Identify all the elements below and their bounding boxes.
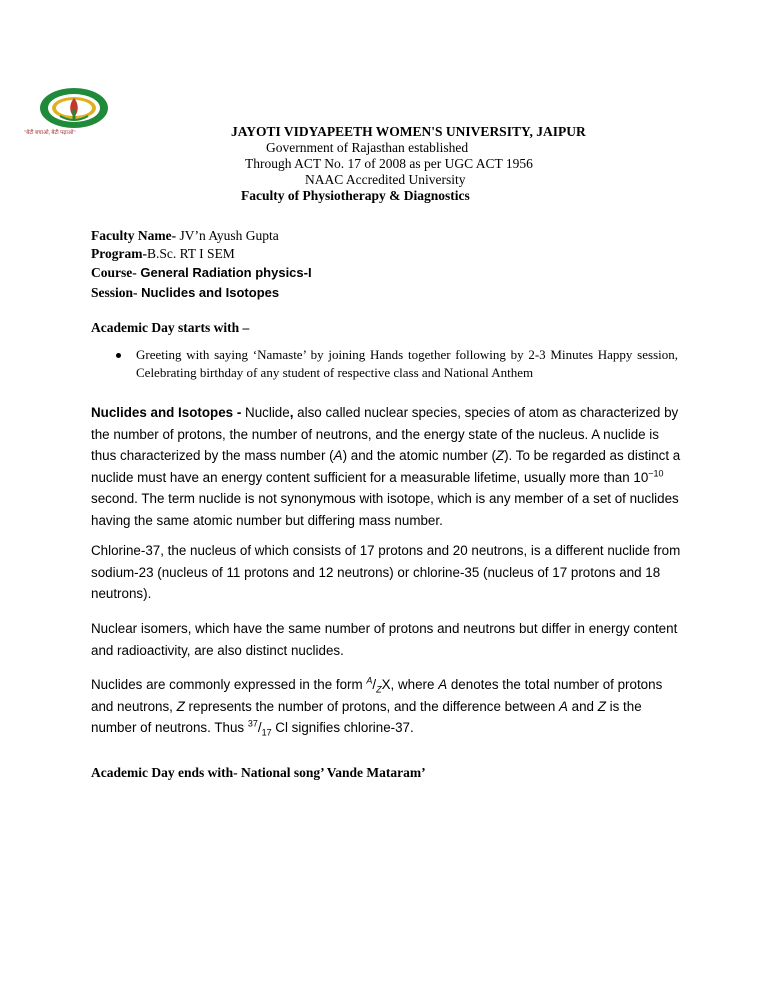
paragraph-chlorine-example: Chlorine-37, the nucleus of which consists of 17 protons and 20 neutrons, is a different nuclide from sodium-23 (nucleus of 11 protons and 12 neutrons) or chlorine-35 (nucleus of 17 protons and 18 neutrons). [91, 543, 681, 601]
text-run: also called nuclear species, species of atom as characterized by the number of protons, the number of neutrons, and the energy state of the nucleus. A nuclide is thus characterized by the mass number ( [91, 405, 679, 463]
symbol-z: Z [597, 698, 606, 714]
faculty-name-row [91, 227, 279, 244]
university-logo [38, 86, 110, 130]
faculty-name-label: Faculty Name- [91, 228, 177, 243]
logo-tagline: "बेटी बचाओ, बेटी पढ़ाओ" [24, 130, 76, 136]
text-run: ). To be regarded as distinct a nuclide must have an energy content sufficient for a measurable lifetime, usually more than 10 [91, 448, 681, 485]
text-run: ) and the atomic number ( [342, 448, 496, 463]
program-row [91, 245, 235, 262]
paragraph-nuclides-definition [91, 402, 681, 531]
faculty-department: Faculty of Physiotherapy & Diagnostics [241, 188, 470, 203]
logo-emblem-icon [38, 86, 110, 130]
text-run: and [567, 698, 598, 714]
session-value: Nuclides and Isotopes [137, 285, 280, 300]
text-run: denotes the total number of protons and neutrons, [91, 677, 663, 714]
text-run: , [289, 405, 294, 420]
text-run: second. The term nuclide is not synonymous with isotope, which is any member of a set of nuclides having the same atomic number but differing mass number. [91, 491, 679, 528]
bullet-icon [116, 353, 121, 358]
exponent: −10 [648, 468, 664, 479]
course-value: General Radiation physics-I [136, 265, 312, 280]
bullet-item: Greeting with saying ‘Namaste’ by joining Hands together following by 2-3 Minutes Happy session, Celebrating birthday of any student of respective class and National Anthem [136, 347, 678, 380]
paragraph-notation [91, 674, 681, 739]
academic-day-end-heading: Academic Day ends with- National song’ Vande Mataram’ [91, 765, 426, 780]
symbol-z: Z [495, 448, 505, 463]
university-name: JAYOTI VIDYAPEETH WOMEN'S UNIVERSITY, JAIPUR [231, 124, 586, 139]
text-run: / [257, 720, 262, 735]
text-run: represents the number of protons, and the difference between [184, 698, 559, 714]
symbol-z: Z [176, 698, 185, 714]
text-run: Nuclides are commonly expressed in the form [91, 677, 367, 692]
text-run: Nuclide [245, 405, 290, 420]
act-line: Through ACT No. 17 of 2008 as per UGC ACT 1956 [245, 156, 533, 171]
session-row [91, 284, 279, 301]
academic-day-start-heading: Academic Day starts with – [91, 320, 250, 335]
government-line: Government of Rajasthan established [266, 140, 469, 155]
text-run: X, where [381, 677, 439, 692]
section-heading: Nuclides and Isotopes - [91, 405, 246, 420]
text-run: is the number of neutrons. Thus [91, 698, 642, 735]
naac-line: NAAC Accredited University [305, 172, 466, 187]
program-value: B.Sc. RT I SEM [146, 246, 235, 261]
subscript-z: Z [376, 684, 382, 695]
paragraph-nuclear-isomers: Nuclear isomers, which have the same number of protons and neutrons but differ in energy content and radioactivity, are also distinct nuclides. [91, 621, 678, 658]
superscript-a: A [366, 675, 373, 686]
subscript-17: 17 [261, 727, 272, 738]
text-run: Cl signifies chlorine-37. [271, 720, 414, 735]
superscript-37: 37 [247, 718, 258, 729]
program-label: Program- [91, 246, 147, 261]
symbol-a: A [333, 448, 343, 463]
course-row [91, 264, 312, 281]
symbol-a: A [438, 677, 448, 692]
faculty-name-value: JV’n Ayush Gupta [176, 228, 279, 243]
course-label: Course- [91, 265, 137, 280]
text-run: / [372, 677, 377, 692]
session-label: Session- [91, 285, 138, 300]
symbol-a: A [559, 698, 568, 714]
